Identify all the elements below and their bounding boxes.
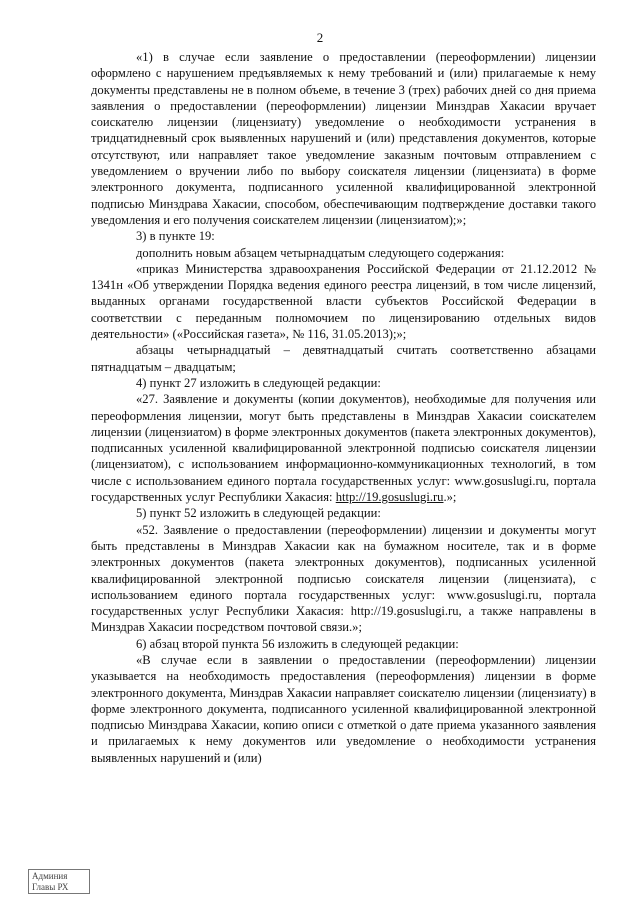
portal-link[interactable]: http://19.gosuslugi.ru [335,490,444,505]
paragraph-2: 3) в пункте 19: [136,229,215,244]
page-number: 2 [316,30,324,45]
administration-stamp [28,869,90,894]
stamp-line-1: Админия [32,871,68,881]
paragraph-10: 6) абзац второй пункта 56 изложить в следующей редакции: [136,636,459,651]
paragraph-1: «1) в случае если заявление о предоставлении (переоформлении) лицензии оформлено с нарушением предъявляемых к нему требований и (или) прилагаемые к нему документы представлены не в полном объеме, в течение 3 (трех) рабочих дней со дня приема заявления о предоставлении (переоформлении) лицензии Минздрав Хакасии вручает соискателю лицензии (лицензиату) уведомление о необходимости устранения в тридцатидневный срок выявленных нарушений и (или) представления документов, которые отсутствуют, или направляет такое уведомление заказным почтовым отправлением с уведомлением о вручении либо по выбору соискателя лицензии (лицензиата) в форме электронного документа, подписанного усиленной квалифицированной электронной подписью Минздрава Хакасии, способом, обеспечивающим подтверждение доставки такого уведомления и его получения соискателем лицензии (лицензиатом);»; [91,50,596,227]
paragraph-7 [91,391,596,505]
document-body [91,49,596,766]
stamp-line-2: Главы РХ [32,882,69,892]
paragraph-3: дополнить новым абзацем четырнадцатым следующего содержания: [136,245,505,260]
paragraph-7-text: «27. Заявление и документы (копии документов), необходимые для получения или переоформления лицензии, могут быть представлены в Минздрав Хакасии соискателем лицензии (лицензиатом) в форме электронных документов (пакета электронных документов), подписанных усиленной квалифицированной электронной подписью соискателя лицензии (лицензиатом), с использованием информационно-коммуникационных технологий, в том числе с использованием единого портала государственных услуг: www.gosuslugi.ru, портала государственных услуг Республики Хакасия: [91,392,596,505]
paragraph-7-tail: .»; [443,490,457,505]
paragraph-5: абзацы четырнадцатый – девятнадцатый считать соответственно абзацами пятнадцатым – двадцатым; [91,343,596,374]
paragraph-4: «приказ Министерства здравоохранения Российской Федерации от 21.12.2012 № 1341н «Об утверждении Порядка ведения единого реестра лицензий, в том числе лицензий, выданных органами государственной власти субъектов Российской Федерации в соответствии с переданным полномочием по лицензированию отдельных видов деятельности» («Российская газета», № 116, 31.05.2013);»; [91,261,596,342]
paragraph-6: 4) пункт 27 изложить в следующей редакции: [136,375,381,390]
paragraph-8: 5) пункт 52 изложить в следующей редакции: [136,506,381,521]
paragraph-9: «52. Заявление о предоставлении (переоформлении) лицензии и документы могут быть представлены в Минздрав Хакасии как на бумажном носителе, так и в форме электронных документов (пакета электронных документов), подписанных усиленной квалифицированной электронной подписью соискателя лицензии (лицензиата), с использованием единого портала государственных услуг: www.gosuslugi.ru, портала государственных услуг Республики Хакасия: http://19.gosuslugi.ru, а также направлены в Минздрав Хакасии посредством почтовой связи.»; [91,522,596,635]
paragraph-11: «В случае если в заявлении о предоставлении (переоформлении) лицензии указывается на необходимость предоставления (переоформления) лицензии в форме электронного документа, Минздрав Хакасии направляет соискателю лицензии (лицензиату) в форме электронного документа, подписанного усиленной квалифицированной электронной подписью Минздрава Хакасии, копию описи с отметкой о дате приема указанного заявления и прилагаемых к нему документов или уведомление о необходимости устранения выявленных нарушений и (или) [91,652,596,765]
